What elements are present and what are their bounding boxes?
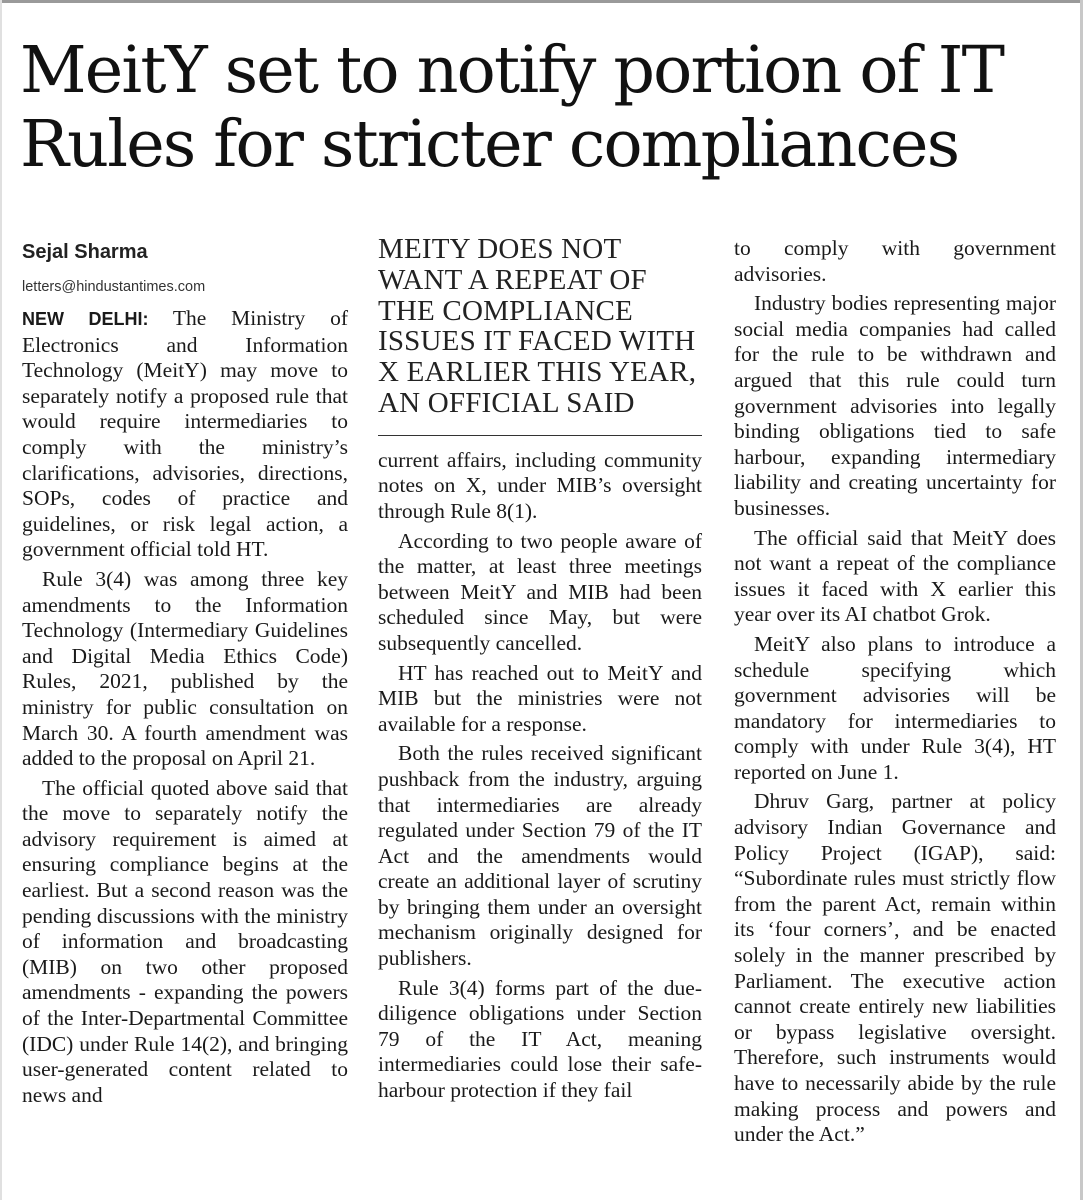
pull-quote-rule [378, 435, 702, 436]
body-paragraph-6: Both the rules received significant pushback from the industry, arguing that intermediaries are already regulated under Section 79 of the IT Act and the amendments would create an additional layer of scrutiny by bringing them under an oversight mechanism originally designed for publishers. [378, 741, 702, 971]
body-paragraph-3: The official quoted above said that the move to separately notify the advisory requirement is aimed at ensuring compliance begins at the earliest. But a second reason was the pending discussions with the ministry of information and broadcasting (MIB) on two other proposed amendments - expanding the powers of the Inter-Departmental Committee (IDC) under Rule 14(2), and bringing user-generated content related to news and [22, 775, 348, 1107]
headline-line-1: MeitY set to notify portion of IT [20, 33, 1004, 108]
body-paragraph-8: Industry bodies representing major social media companies had called for the rule to be withdrawn and argued that this rule could turn government advisories into legally binding obligations tied to safe harbour, expanding intermediary liability and creating uncertainty for businesses. [734, 291, 1056, 520]
body-paragraph-9: The official said that MeitY does not want a repeat of the compliance issues it faced with X earlier this year over its AI chatbot Grok. [734, 525, 1056, 627]
headline-line-2: Rules for stricter compliances [20, 107, 959, 182]
article-column-1 [22, 236, 348, 1112]
body-paragraph-7-continued: to comply with government advisories. [734, 236, 1056, 286]
page-top-border [0, 0, 1083, 8]
body-paragraph-4: According to two people aware of the matter, at least three meetings between MeitY and MIB had been scheduled since May, but were subsequently cancelled. [378, 528, 702, 655]
body-paragraph-11: Dhruv Garg, partner at policy advisory Indian Governance and Policy Project (IGAP), said: “Subordinate rules must strictly flow from the parent Act, remain within its ‘four corners’, and be enacted solely in the manner prescribed by Parliament. The executive action cannot create entirely new liabilities or bypass legislative oversight. Therefore, such instruments would have to necessarily abide by the rule making process and powers and under the Act.” [734, 789, 1056, 1147]
article-column-2 [378, 233, 702, 1108]
body-paragraph-3-continued: current affairs, including community notes on X, under MIB’s oversight through Rule 8(1). [378, 447, 702, 523]
dateline: NEW DELHI: [22, 309, 149, 329]
body-paragraph-10: MeitY also plans to introduce a schedule specifying which government advisories will be mandatory for intermediaries to comply with under Rule 3(4), HT reported on June 1. [734, 631, 1056, 784]
author-byline: Sejal Sharma [22, 241, 148, 263]
body-paragraph-5: HT has reached out to MeitY and MIB but the ministries were not available for a response. [378, 660, 702, 736]
body-paragraph-7: Rule 3(4) forms part of the due-diligence obligations under Section 79 of the IT Act, meaning intermediaries could lose their safe-harbour protection if they fail [378, 975, 702, 1103]
pull-quote: MEITY DOES NOT WANT A REPEAT OF THE COMPLIANCE ISSUES IT FACED WITH X EARLIER THIS YEAR, AN OFFICIAL SAID [378, 233, 697, 419]
body-paragraph-1 [22, 306, 348, 563]
page-left-border [0, 0, 2, 1200]
body-paragraph-2: Rule 3(4) was among three key amendments to the Information Technology (Intermediary Guidelines and Digital Media Ethics Code) Rules, 2021, published by the ministry for public consultation on March 30. A fourth amendment was added to the proposal on April 21. [22, 566, 348, 771]
author-email: letters@hindustantimes.com [22, 279, 206, 295]
article-column-3 [734, 236, 1056, 1152]
article-headline [20, 34, 1070, 182]
paragraph-1-text: The Ministry of Electronics and Information Technology (MeitY) may move to separately notify a proposed rule that would require intermediaries to comply with the ministry’s clarifications, advisories, directions, SOPs, codes of practice and guidelines, or risk legal action, a government official told HT. [22, 306, 348, 562]
